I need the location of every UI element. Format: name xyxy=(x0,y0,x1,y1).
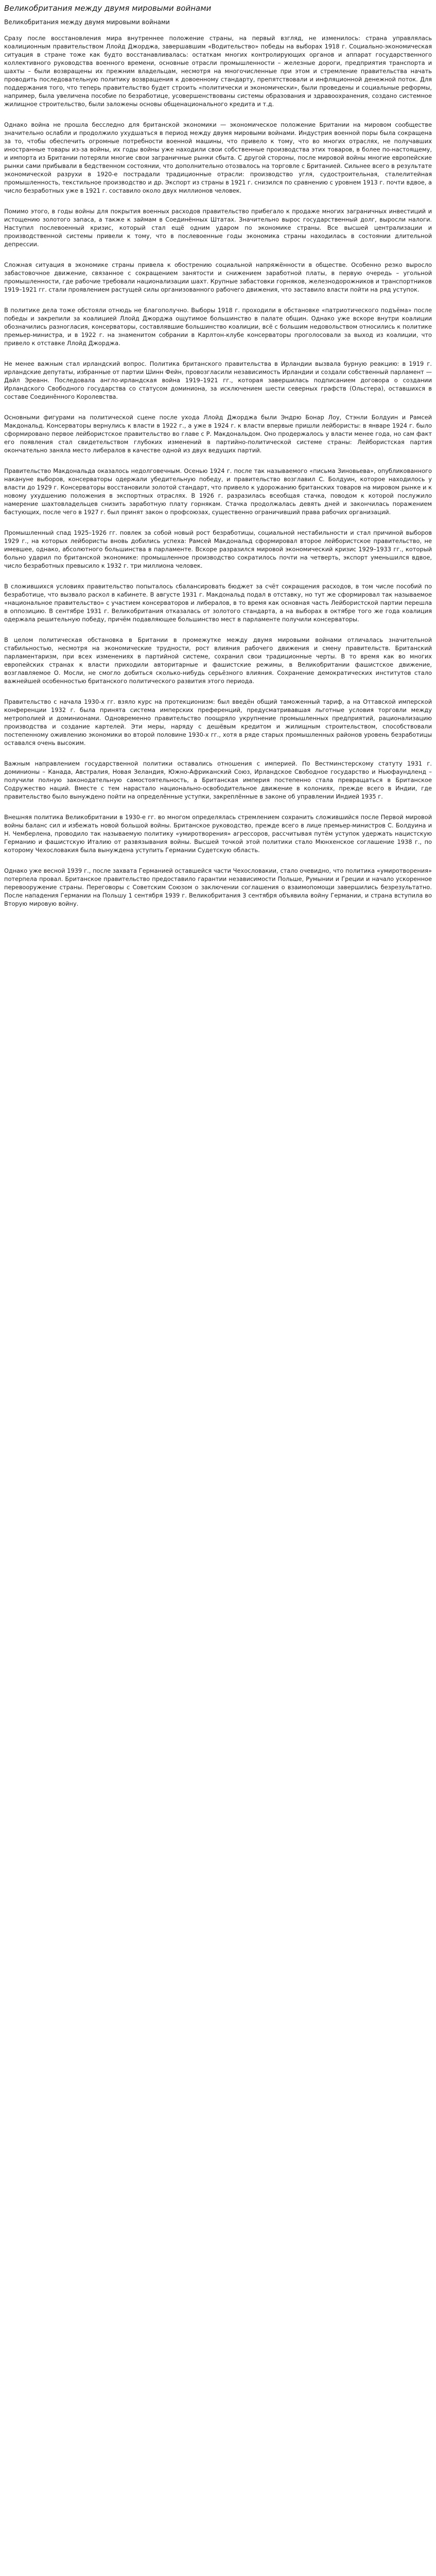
article-paragraph: Правительство с начала 1930-х гг. взяло курс на протекционизм: был введён общий таможенный тариф, а на Оттавской имперской конференции 1932 г. была принята система имперских преференций, предусматривавшая льготные условия торговли между метрополией и доминионами. Одновременно правительство поощряло укрупнение промышленных предприятий, рационализацию производства и создание картелей. Эти меры, наряду с дешёвым кредитом и жилищным строительством, способствовали постепенному оживлению экономики во второй половине 1930-х гг., хотя в ряде старых промышленных районов уровень безработицы оставался очень высоким. xyxy=(4,698,432,747)
article-subtitle: Великобритания между двумя мировыми войнами xyxy=(4,19,170,26)
article-body xyxy=(4,34,432,908)
article-paragraph: Сразу после восстановления мира внутреннее положение страны, на первый взгляд, не изменилось: страна управлялась коалиционным правительством Ллойд Джорджа, завершавшим «Водительство» победы на выборах 1918 г. Социально-экономическая ситуация в стране тоже как будто восстанавливалась: остаткам многих контролирующих органов и аппарат государственного коллективного руководства военного времени, основные отрасли промышленности – железные дороги, предприятия транспорта и шахты – были возвращены их прежним владельцам, несмотря на многочисленные при этом и стремление правительства начать проводить последовательную политику возвращения к довоенному стандарту, препятствовали и инфляционной денежной поток. Для поддержания того, что теперь правительство будет строить «политически и экономически», были проведены и социальные реформы, например, была увеличена пособие по безработице, усовершенствованы системы образования и здравоохранения, создано системное жилищное строительство, были заложены основы общенационального кредита и т.д. xyxy=(4,35,432,108)
article-paragraph: Помимо этого, в годы войны для покрытия военных расходов правительство прибегало к продаже многих заграничных инвестиций и истощению золотого запаса, а также к займам в Соединённых Штатах. Значительно вырос государственный долг, выросли налоги. Наступил послевоенный кризис, который стал ещё одним ударом по экономике страны. Все высшей централизации и производственной системы привели к тому, что в послевоенные годы экономика страны находилась в состоянии длительной депрессии. xyxy=(4,208,432,248)
article-paragraph: Не менее важным стал ирландский вопрос. Политика британского правительства в Ирландии вызвала бурную реакцию: в 1919 г. ирландские депутаты, избранные от партии Шинн Фейн, провозгласили независимость Ирландии и создали собственный парламент — Дайл Эреанн. Последовала англо-ирландская война 1919–1921 гг., которая завершилась подписанием договора о создании Ирландского Свободного государства со статусом доминиона, за исключением шести северных графств (Ольстера), оставшихся в составе Соединённого Королевства. xyxy=(4,360,432,400)
article-paragraph: Внешняя политика Великобритании в 1930-е гг. во многом определялась стремлением сохранить сложившийся после Первой мировой войны баланс сил и избежать новой большой войны. Британское руководство, прежде всего в лице премьер-министров С. Болдуина и Н. Чемберлена, проводило так называемую политику «умиротворения» агрессоров, рассчитывая путём уступок удержать нацистскую Германию и фашистскую Италию от развязывания войны. Высшей точкой этой политики стало Мюнхенское соглашение 1938 г., по которому Чехословакия была вынуждена уступить Германии Судетскую область. xyxy=(4,814,432,854)
article-title: Великобритания между двумя мировыми войнами xyxy=(4,4,212,13)
article-paragraph: В политике дела тоже обстояли отнюдь не благополучно. Выборы 1918 г. проходили в обстановке «патриотического подъёма» после победы и закрепили за коалицией Ллойд Джорджа ощутимое большинство в палате общин. Однако уже вскоре внутри коалиции обозначились разногласия, консерваторы, составлявшие большинство коалиции, всё с большим недовольством относились к политике премьер-министра, и в 1922 г. на знаменитом собрании в Карлтон-клубе консерваторы проголосовали за выход из коалиции, что привело к отставке Ллойд Джорджа. xyxy=(4,307,432,347)
article-paragraph: Сложная ситуация в экономике страны привела к обострению социальной напряжённости в обществе. Особенно резко выросло забастовочное движение, связанное с сокращением занятости и снижением заработной платы, в первую очередь – угольной промышленности, где рабочие требовали национализации шахт. Крупные забастовки горняков, железнодорожников и транспортников 1919–1921 гг. стали проявлением растущей силы организованного рабочего движения, что заставило власти пойти на ряд уступок. xyxy=(4,261,432,293)
article-paragraph: Промышленный спад 1925–1926 гг. повлек за собой новый рост безработицы, социальной нестабильности и стал причиной выборов 1929 г., на которых лейбористы вновь добились успеха: Рамсей Макдональд сформировал второе лейбористское правительство, не имевшее, однако, абсолютного большинства в парламенте. Вскоре разразился мировой экономический кризис 1929–1933 гг., который больно ударил по британской экономике: промышленное производство сократилось почти на четверть, экспорт уменьшился вдвое, число безработных превысило к 1932 г. три миллиона человек. xyxy=(4,529,432,569)
article-paragraph: В целом политическая обстановка в Британии в промежутке между двумя мировыми войнами отличалась значительной стабильностью, несмотря на экономические трудности, рост влияния рабочего движения и смену правительств. Британский парламентаризм, при всех изменениях в партийной системе, сохранил свои традиционные черты. В то время как во многих европейских странах к власти приходили авторитарные и фашистские режимы, в Великобритании фашистское движение, возглавляемое О. Мосли, не смогло добиться сколько-нибудь серьёзного влияния. Сохранение демократических институтов стало важнейшей особенностью британского политического развития этого периода. xyxy=(4,636,432,685)
article-paragraph: Правительство Макдональда оказалось недолговечным. Осенью 1924 г. после так называемого «письма Зиновьева», опубликованного накануне выборов, консерваторы одержали убедительную победу, и правительство возглавил С. Болдуин, которое находилось у власти до 1929 г. Консерваторы восстановили золотой стандарт, что привело к удорожанию британских товаров на мировом рынке и к новому ухудшению положения в экспортных отраслях. В 1926 г. разразилась всеобщая стачка, поводом к которой послужило намерение шахтовладельцев снизить заработную плату горнякам. Стачка продолжалась девять дней и закончилась поражением бастующих, после чего в 1927 г. был принят закон о профсоюзах, существенно ограничивший права рабочих организаций. xyxy=(4,467,432,516)
article-paragraph: Однако война не прошла бесследно для британской экономики — экономическое положение Британии на мировом сообществе значительно ослабли и продолжило ухудшаться в период между двумя мировыми войнами. Индустрия военной поры была сокращена за то, чтобы обеспечить огромные потребности военной машины, что привело к тому, что во многих отраслях, не получавших иностранные товары из-за войны, их годы войны уже находили свои собственные производства этих товаров, в более по-настоящему, и импорта из Британии потеряли многие свои заграничные рынки сбыта. С другой стороны, после мировой войны многие европейские рынки сами прибывали в бедственном состоянии, что дополнительно отозвалось на торговле с Британией. Сильнее всего в результате экономической разрухи в 1920-е пострадали традиционные отрасли: производство угля, судостроительная, сталелитейная промышленность, текстильное производство и др. Экспорт из страны в 1921 г. снизился по сравнению с уровнем 1913 г. почти вдвое, а число безработных уже в 1921 г. составило около двух миллионов человек. xyxy=(4,121,432,194)
article-paragraph: В сложившихся условиях правительство попыталось сбалансировать бюджет за счёт сокращения расходов, в том числе пособий по безработице, что вызвало раскол в кабинете. В августе 1931 г. Макдональд подал в отставку, но тут же сформировал так называемое «национальное правительство» с участием консерваторов и либералов, в то время как основная часть Лейбористской партии перешла в оппозицию. В сентябре 1931 г. Великобритания отказалась от золотого стандарта, а на выборах в октябре того же года коалиция одержала решительную победу, причём подавляющее большинство мест в парламенте получили консерваторы. xyxy=(4,583,432,623)
article-paragraph: Однако уже весной 1939 г., после захвата Германией оставшейся части Чехословакии, стало очевидно, что политика «умиротворения» потерпела провал. Британское правительство предоставило гарантии независимости Польше, Румынии и Греции и начало ускоренное перевооружение страны. Переговоры с Советским Союзом о заключении соглашения о взаимопомощи завершились безрезультатно. После нападения Германии на Польшу 1 сентября 1939 г. Великобритания 3 сентября объявила войну Германии, и страна вступила во Вторую мировую войну. xyxy=(4,867,432,907)
article-paragraph: Важным направлением государственной политики оставались отношения с империей. По Вестминстерскому статуту 1931 г. доминионы – Канада, Австралия, Новая Зеландия, Южно-Африканский Союз, Ирландское Свободное государство и Ньюфаундленд – получили полную законодательную самостоятельность, а Британская империя постепенно стала превращаться в Британское Содружество наций. Вместе с тем нарастало национально-освободительное движение в колониях, прежде всего в Индии, где правительство было вынуждено пойти на определённые уступки, закреплённые в законе об управлении Индией 1935 г. xyxy=(4,760,432,800)
article-paragraph: Основными фигурами на политической сцене после ухода Ллойд Джорджа были Эндрю Бонар Лоу, Стэнли Болдуин и Рамсей Макдональд. Консерваторы вернулись к власти в 1922 г., а уже в 1924 г. к власти впервые пришли лейбористы: в январе 1924 г. было сформировано первое лейбористское правительство во главе с Р. Макдональдом. Оно продержалось у власти менее года, но сам факт его появления стал свидетельством глубоких изменений в партийно-политической системе страны: Лейбористская партия окончательно заняла место либералов в качестве одной из двух ведущих партий. xyxy=(4,414,432,454)
